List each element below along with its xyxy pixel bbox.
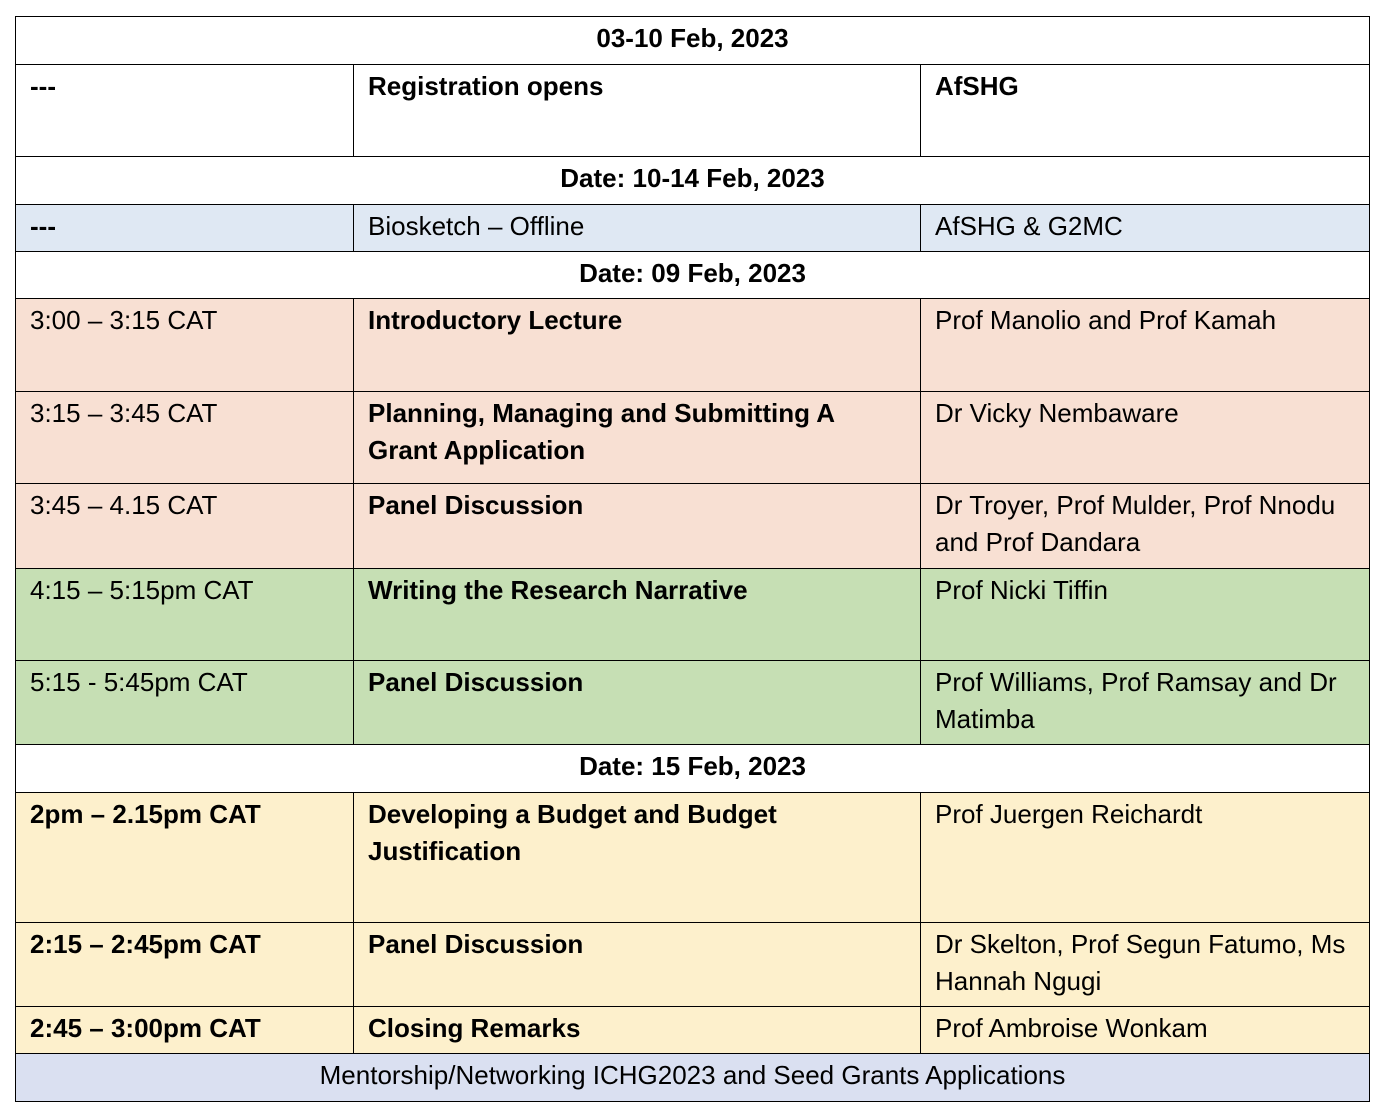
table-row bbox=[16, 484, 1370, 569]
time-cell: 2pm – 2.15pm CAT bbox=[16, 793, 354, 923]
topic-cell: Writing the Research Narrative bbox=[354, 569, 921, 661]
table-row bbox=[16, 793, 1370, 923]
table-row bbox=[16, 392, 1370, 484]
speakers-cell: Prof Williams, Prof Ramsay and Dr Matimba bbox=[921, 661, 1370, 745]
speakers-cell: Prof Manolio and Prof Kamah bbox=[921, 299, 1370, 392]
speakers-cell: Dr Vicky Nembaware bbox=[921, 392, 1370, 484]
speakers-cell: Dr Troyer, Prof Mulder, Prof Nnodu and Prof Dandara bbox=[921, 484, 1370, 569]
time-cell: 3:00 – 3:15 CAT bbox=[16, 299, 354, 392]
time-cell: --- bbox=[16, 205, 354, 252]
table-row bbox=[16, 569, 1370, 661]
footer-row bbox=[16, 1054, 1370, 1102]
time-cell: 2:15 – 2:45pm CAT bbox=[16, 923, 354, 1007]
topic-cell: Biosketch – Offline bbox=[354, 205, 921, 252]
topic-cell: Introductory Lecture bbox=[354, 299, 921, 392]
section-header: Date: 15 Feb, 2023 bbox=[16, 745, 1370, 793]
section-header-row bbox=[16, 745, 1370, 793]
topic-cell: Closing Remarks bbox=[354, 1007, 921, 1054]
table-row bbox=[16, 661, 1370, 745]
topic-cell: Panel Discussion bbox=[354, 661, 921, 745]
speakers-cell: AfSHG & G2MC bbox=[921, 205, 1370, 252]
time-cell: 4:15 – 5:15pm CAT bbox=[16, 569, 354, 661]
speakers-cell: AfSHG bbox=[921, 65, 1370, 157]
topic-cell: Planning, Managing and Submitting A Grant Application bbox=[354, 392, 921, 484]
speakers-cell: Prof Ambroise Wonkam bbox=[921, 1007, 1370, 1054]
topic-cell: Registration opens bbox=[354, 65, 921, 157]
time-cell: 2:45 – 3:00pm CAT bbox=[16, 1007, 354, 1054]
section-header: Date: 09 Feb, 2023 bbox=[16, 252, 1370, 299]
section-header-row bbox=[16, 157, 1370, 205]
section-header: Date: 10-14 Feb, 2023 bbox=[16, 157, 1370, 205]
speakers-cell: Dr Skelton, Prof Segun Fatumo, Ms Hannah Ngugi bbox=[921, 923, 1370, 1007]
section-header-row bbox=[16, 252, 1370, 299]
time-cell: 5:15 - 5:45pm CAT bbox=[16, 661, 354, 745]
topic-cell: Panel Discussion bbox=[354, 484, 921, 569]
section-header-row bbox=[16, 17, 1370, 65]
time-cell: 3:15 – 3:45 CAT bbox=[16, 392, 354, 484]
time-cell: 3:45 – 4.15 CAT bbox=[16, 484, 354, 569]
topic-cell: Panel Discussion bbox=[354, 923, 921, 1007]
table-row bbox=[16, 1007, 1370, 1054]
time-cell: --- bbox=[16, 65, 354, 157]
table-row bbox=[16, 205, 1370, 252]
speakers-cell: Prof Nicki Tiffin bbox=[921, 569, 1370, 661]
speakers-cell: Prof Juergen Reichardt bbox=[921, 793, 1370, 923]
footer-cell: Mentorship/Networking ICHG2023 and Seed Grants Applications bbox=[16, 1054, 1370, 1102]
table-row bbox=[16, 299, 1370, 392]
topic-cell: Developing a Budget and Budget Justification bbox=[354, 793, 921, 923]
section-header: 03-10 Feb, 2023 bbox=[16, 17, 1370, 65]
table-row bbox=[16, 65, 1370, 157]
table-row bbox=[16, 923, 1370, 1007]
schedule-table bbox=[15, 16, 1370, 1102]
